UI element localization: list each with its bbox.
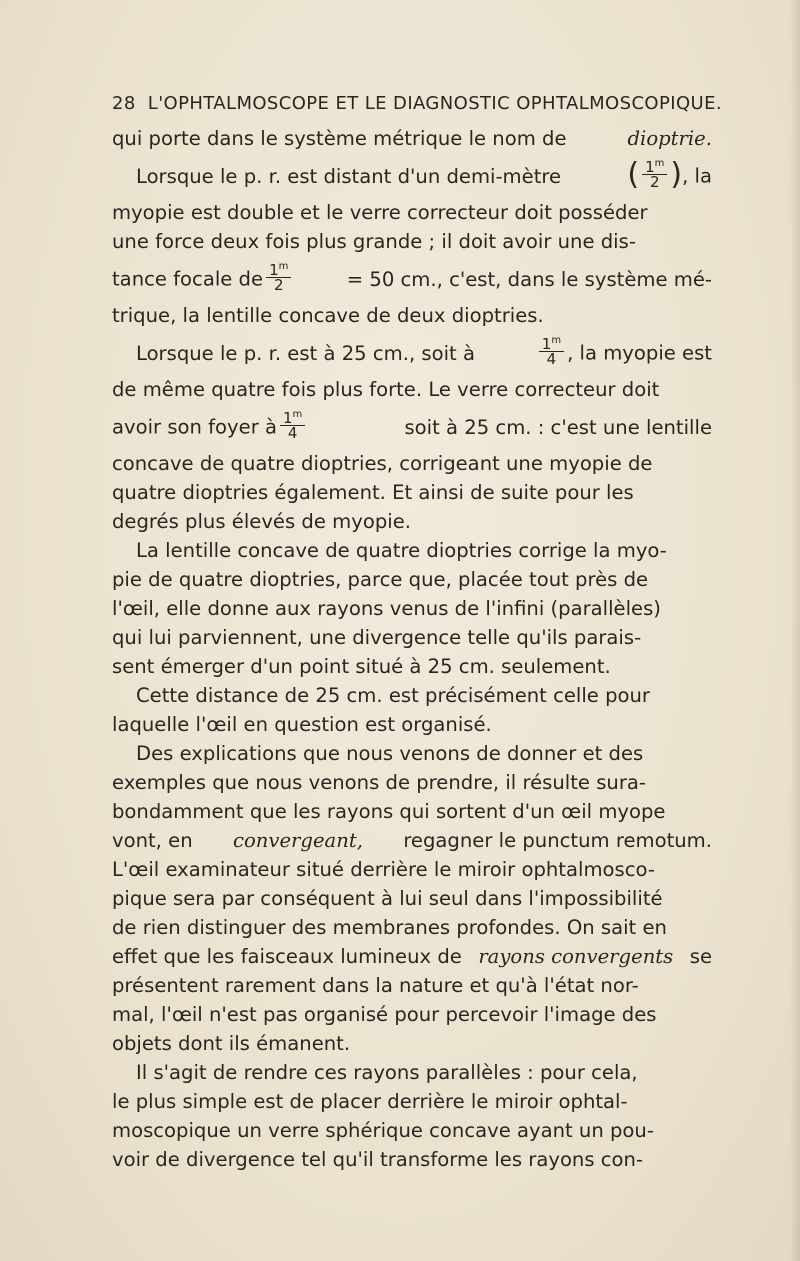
italic-term: rayons convergents (478, 945, 674, 968)
text-line: trique, la lentille concave de deux dioptries. (112, 304, 544, 327)
text-segment: qui porte dans le système métrique le nom de (112, 127, 567, 150)
text-line: Cette distance de 25 cm. est précisément celle pour (136, 684, 650, 707)
fraction-group: $\frac{1^m}{4}$ , la myopie est (536, 338, 712, 370)
text-line: Des explications que nous venons de donner et des (136, 742, 644, 765)
body-text (112, 124, 712, 1174)
fraction-half-metre: $\frac{1^m}{2}$ (642, 157, 667, 189)
text-line: myopie est double et le verre correcteur doit posséder (112, 201, 648, 224)
fraction-group: avoir son foyer à $\frac{1^m}{4}$ (112, 412, 308, 444)
fraction-group: ( $\frac{1^m}{2}$ ), la (627, 156, 712, 192)
fraction-half-metre: $\frac{1^m}{2}$ (266, 260, 291, 292)
text-line: bondamment que les rayons qui sortent d'un œil myope (112, 800, 666, 823)
text-line: sent émerger d'un point situé à 25 cm. seulement. (112, 655, 611, 678)
fraction-quarter-metre: $\frac{1^m}{4}$ (539, 334, 564, 366)
text-line: l'œil, elle donne aux rayons venus de l'infini (parallèles) (112, 597, 661, 620)
text-line: tance focale de $\frac{1^m}{2}$ = 50 cm., c'est, dans le système mé- (112, 261, 712, 294)
text-line: de même quatre fois plus forte. Le verre correcteur doit (112, 378, 660, 401)
text-line: voir de divergence tel qu'il transforme les rayons con- (112, 1148, 644, 1171)
text-line: mal, l'œil n'est pas organisé pour percevoir l'image des (112, 1003, 657, 1026)
text-line: effet que les faisceaux lumineux de rayons convergents se (112, 942, 712, 971)
text-line: L'œil examinateur situé derrière le miroir ophtalmosco- (112, 858, 655, 881)
text-line: de rien distinguer des membranes profondes. On sait en (112, 916, 667, 939)
text-segment: Lorsque le p. r. est distant d'un demi-mètre (136, 164, 562, 188)
italic-term: dioptrie. (627, 127, 712, 150)
text-line: présentent rarement dans la nature et qu'à l'état nor- (112, 974, 639, 997)
text-line: Il s'agit de rendre ces rayons parallèles : pour cela, (136, 1061, 638, 1084)
text-line: qui lui parviennent, une divergence telle qu'ils parais- (112, 626, 642, 649)
fraction-quarter-metre: $\frac{1^m}{4}$ (280, 408, 305, 440)
text-line: pie de quatre dioptries, parce que, placée tout près de (112, 568, 649, 591)
page-number: 28 (112, 93, 136, 114)
text-line: quatre dioptries également. Et ainsi de suite pour les (112, 481, 634, 504)
fraction-group: tance focale de $\frac{1^m}{2}$ (112, 264, 294, 296)
italic-term: convergeant, (232, 829, 363, 852)
text-line: avoir son foyer à $\frac{1^m}{4}$ soit à 25 cm. : c'est une lentille (112, 409, 712, 442)
text-line: vont, en convergeant, regagner le punctum remotum. (112, 826, 712, 855)
text-line (112, 124, 712, 153)
text-line: le plus simple est de placer derrière le miroir ophtal- (112, 1090, 628, 1113)
text-line: Lorsque le p. r. est à 25 cm., soit à $\frac{1^m}{4}$ , la myopie est (136, 335, 712, 368)
page-header (112, 93, 722, 114)
text-line: pique sera par conséquent à lui seul dans l'impossibilité (112, 887, 663, 910)
text-line: La lentille concave de quatre dioptries corrige la myo- (136, 539, 667, 562)
text-line: degrés plus élevés de myopie. (112, 510, 411, 533)
text-segment: , la (682, 164, 712, 188)
text-line: une force deux fois plus grande ; il doit avoir une dis- (112, 230, 636, 253)
page-edge-shadow (790, 0, 800, 1261)
text-line (112, 153, 712, 198)
text-line: laquelle l'œil en question est organisé. (112, 713, 492, 736)
running-title: L'OPHTALMOSCOPE ET LE DIAGNOSTIC OPHTALMOSCOPIQUE. (147, 93, 722, 114)
text-line: concave de quatre dioptries, corrigeant une myopie de (112, 452, 653, 475)
text-line: objets dont ils émanent. (112, 1032, 351, 1055)
text-line: exemples que nous venons de prendre, il résulte sura- (112, 771, 646, 794)
text-line: moscopique un verre sphérique concave ayant un pou- (112, 1119, 654, 1142)
